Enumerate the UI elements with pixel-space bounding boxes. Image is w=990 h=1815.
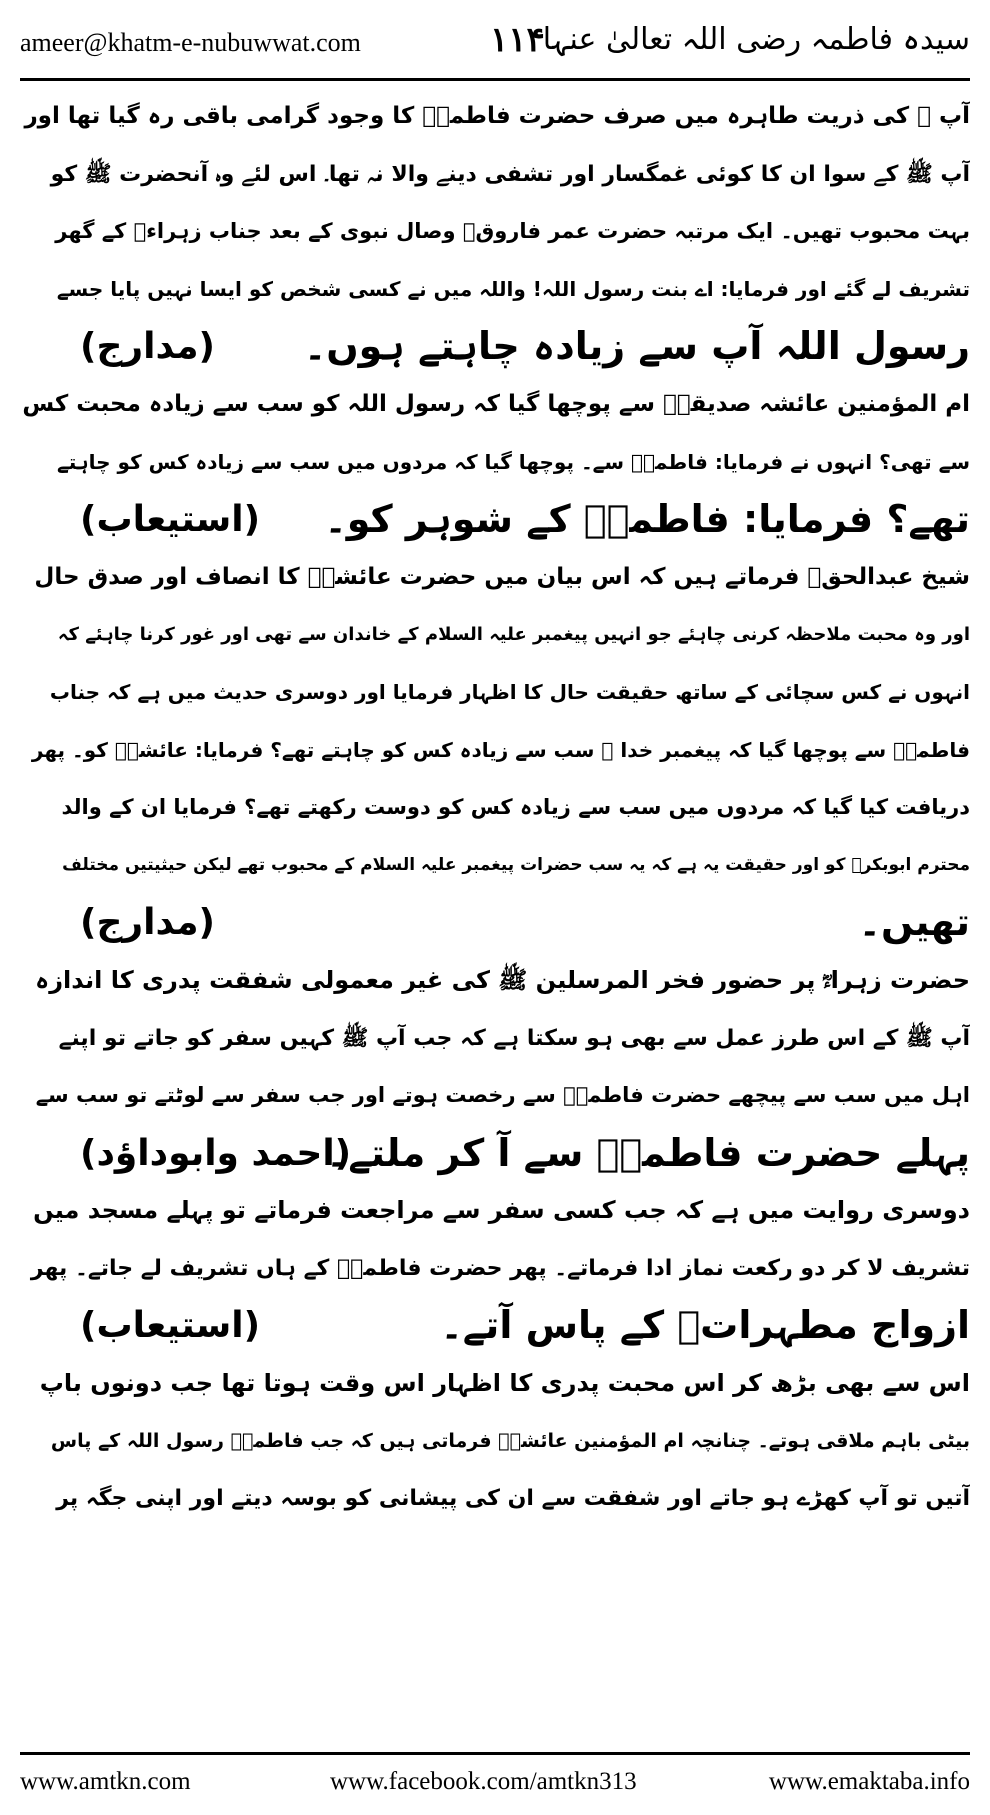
text-line: [20, 146, 970, 204]
text-line: [20, 203, 970, 261]
text-line: [20, 491, 970, 549]
line-text: پہلے حضرت فاطمہؓ سے آ کر ملتے۔: [326, 1130, 970, 1175]
line-text: بہت محبوب تھیں۔ ایک مرتبہ حضرت عمر فاروقؓ وصال نبوی کے بعد جناب زہراءؓ کے گھر: [55, 219, 970, 244]
text-line: [20, 1470, 970, 1528]
text-line: [20, 549, 970, 607]
line-text: انہوں نے کس سچائی کے ساتھ حقیقت حال کا اظہار فرمایا اور دوسری حدیث میں ہے کہ جناب: [49, 679, 970, 704]
text-line: [20, 779, 970, 837]
line-text: آپ ﷺ کے سوا ان کا کوئی غمگسار اور تشفی دینے والا نہ تھا۔ اس لئے وہ آنحضرت ﷺ کو: [50, 161, 970, 187]
line-text: تشریف لا کر دو رکعت نماز ادا فرماتے۔ پھر حضرت فاطمہؓ کے ہاں تشریف لے جاتے۔ پھر: [30, 1255, 970, 1281]
text-line: [20, 1010, 970, 1068]
line-text: ام المؤمنین عائشہ صدیقہؓ سے پوچھا گیا کہ رسول اللہ کو سب سے زیادہ محبت کس: [22, 390, 970, 417]
line-text: دوسری روایت میں ہے کہ جب کسی سفر سے مراجعت فرماتے تو پہلے مسجد میں: [33, 1196, 970, 1225]
page-header: [20, 18, 970, 68]
footer-link-emaktaba[interactable]: www.emaktaba.info: [768, 1768, 970, 1795]
citation-reference: (مدارج): [80, 326, 215, 368]
header-rule: [20, 78, 970, 81]
line-text: سے تھی؟ انہوں نے فرمایا: فاطمہؓ سے۔ پوچھا گیا کہ مردوں میں سب سے زیادہ کس کو چاہتے: [57, 449, 970, 474]
citation-reference: (استیعاب): [80, 1305, 261, 1347]
citation-reference: (مدارج): [80, 902, 215, 944]
text-line: [20, 376, 970, 434]
page-footer: [20, 1768, 970, 1808]
line-text: رسول اللہ آپ سے زیادہ چاہتے ہوں۔: [303, 324, 970, 369]
text-line: [20, 1182, 970, 1240]
text-line: [20, 952, 970, 1010]
body-text: [20, 88, 970, 1528]
line-text: تھیں۔: [858, 900, 970, 945]
citation-reference: (احمد وابوداؤد): [80, 1132, 352, 1174]
text-line: [20, 837, 970, 895]
line-text: دریافت کیا گیا کہ مردوں میں سب سے زیادہ کس کو دوست رکھتے تھے؟ فرمایا ان کے والد: [61, 795, 970, 820]
citation-reference: (استیعاب): [80, 499, 261, 541]
text-line: [20, 894, 970, 952]
line-text: اور وہ محبت ملاحظہ کرنی چاہئے جو انہیں پیغمبر علیہ السلام کے خاندان سے تھی اور غور کرنا چاہئے کہ: [57, 624, 970, 646]
line-text: اس سے بھی بڑھ کر اس محبت پدری کا اظہار اس وقت ہوتا تھا جب دونوں باپ: [39, 1369, 970, 1398]
text-line: [20, 1413, 970, 1471]
line-text: محترم ابوبکرؓ کو اور حقیقت یہ ہے کہ یہ سب حضرات پیغمبر علیہ السلام کے محبوب تھے لیکن حیثیتیں مختلف: [62, 854, 970, 875]
line-text: آپ ﷺ کے اس طرز عمل سے بھی ہو سکتا ہے کہ جب آپ ﷺ کہیں سفر کو جاتے تو اپنے: [58, 1025, 970, 1051]
line-text: ازواج مطہراتؓ کے پاس آتے۔: [440, 1303, 970, 1348]
header-email: ameer@khatm-e-nubuwwat.com: [20, 28, 361, 57]
text-line: [20, 88, 970, 146]
line-text: تشریف لے گئے اور فرمایا: اے بنت رسول اللہ! واللہ میں نے کسی شخص کو ایسا نہیں پایا جسے: [56, 276, 970, 301]
text-line: [20, 261, 970, 319]
text-line: [20, 606, 970, 664]
running-title: سیدہ فاطمہ رضی اللہ تعالیٰ عنہا: [542, 22, 970, 57]
footer-rule: [20, 1752, 970, 1755]
line-text: تھے؟ فرمایا: فاطمہؓ کے شوہر کو۔: [324, 497, 970, 542]
text-line: [20, 318, 970, 376]
text-line: [20, 722, 970, 780]
text-line: [20, 1355, 970, 1413]
page-number: ۱۱۴: [490, 20, 545, 60]
footer-link-amtkn[interactable]: www.amtkn.com: [20, 1768, 191, 1795]
line-text: فاطمہؓ سے پوچھا گیا کہ پیغمبر خدا ﷺ سب سے زیادہ کس کو چاہتے تھے؟ فرمایا: عائشہؓ کو۔ پھر: [31, 737, 970, 762]
text-line: [20, 1125, 970, 1183]
line-text: شیخ عبدالحقؒ فرماتے ہیں کہ اس بیان میں حضرت عائشہؓ کا انصاف اور صدق حال: [34, 563, 970, 590]
line-text: بیٹی باہم ملاقی ہوتے۔ چنانچہ ام المؤمنین عائشہؓ فرماتی ہیں کہ جب فاطمہؓ رسول اللہ کے پاس: [50, 1429, 970, 1452]
line-text: آپ ﷺ کی ذریت طاہرہ میں صرف حضرت فاطمہؓ کا وجود گرامی باقی رہ گیا تھا اور: [24, 103, 970, 129]
text-line: [20, 1240, 970, 1298]
text-line: [20, 434, 970, 492]
text-line: [20, 1067, 970, 1125]
text-line: [20, 1297, 970, 1355]
footer-link-facebook[interactable]: www.facebook.com/amtkn313: [330, 1768, 637, 1795]
text-line: [20, 664, 970, 722]
line-text: اہل میں سب سے پیچھے حضرت فاطمہؓ سے رخصت ہوتے اور جب سفر سے لوٹتے تو سب سے: [35, 1083, 970, 1108]
line-text: آتیں تو آپ کھڑے ہو جاتے اور شفقت سے ان کی پیشانی کو بوسہ دیتے اور اپنی جگہ پر: [56, 1486, 970, 1512]
line-text: حضرت زہراءؓ پر حضور فخر المرسلین ﷺ کی غیر معمولی شفقت پدری کا اندازہ: [35, 965, 970, 994]
